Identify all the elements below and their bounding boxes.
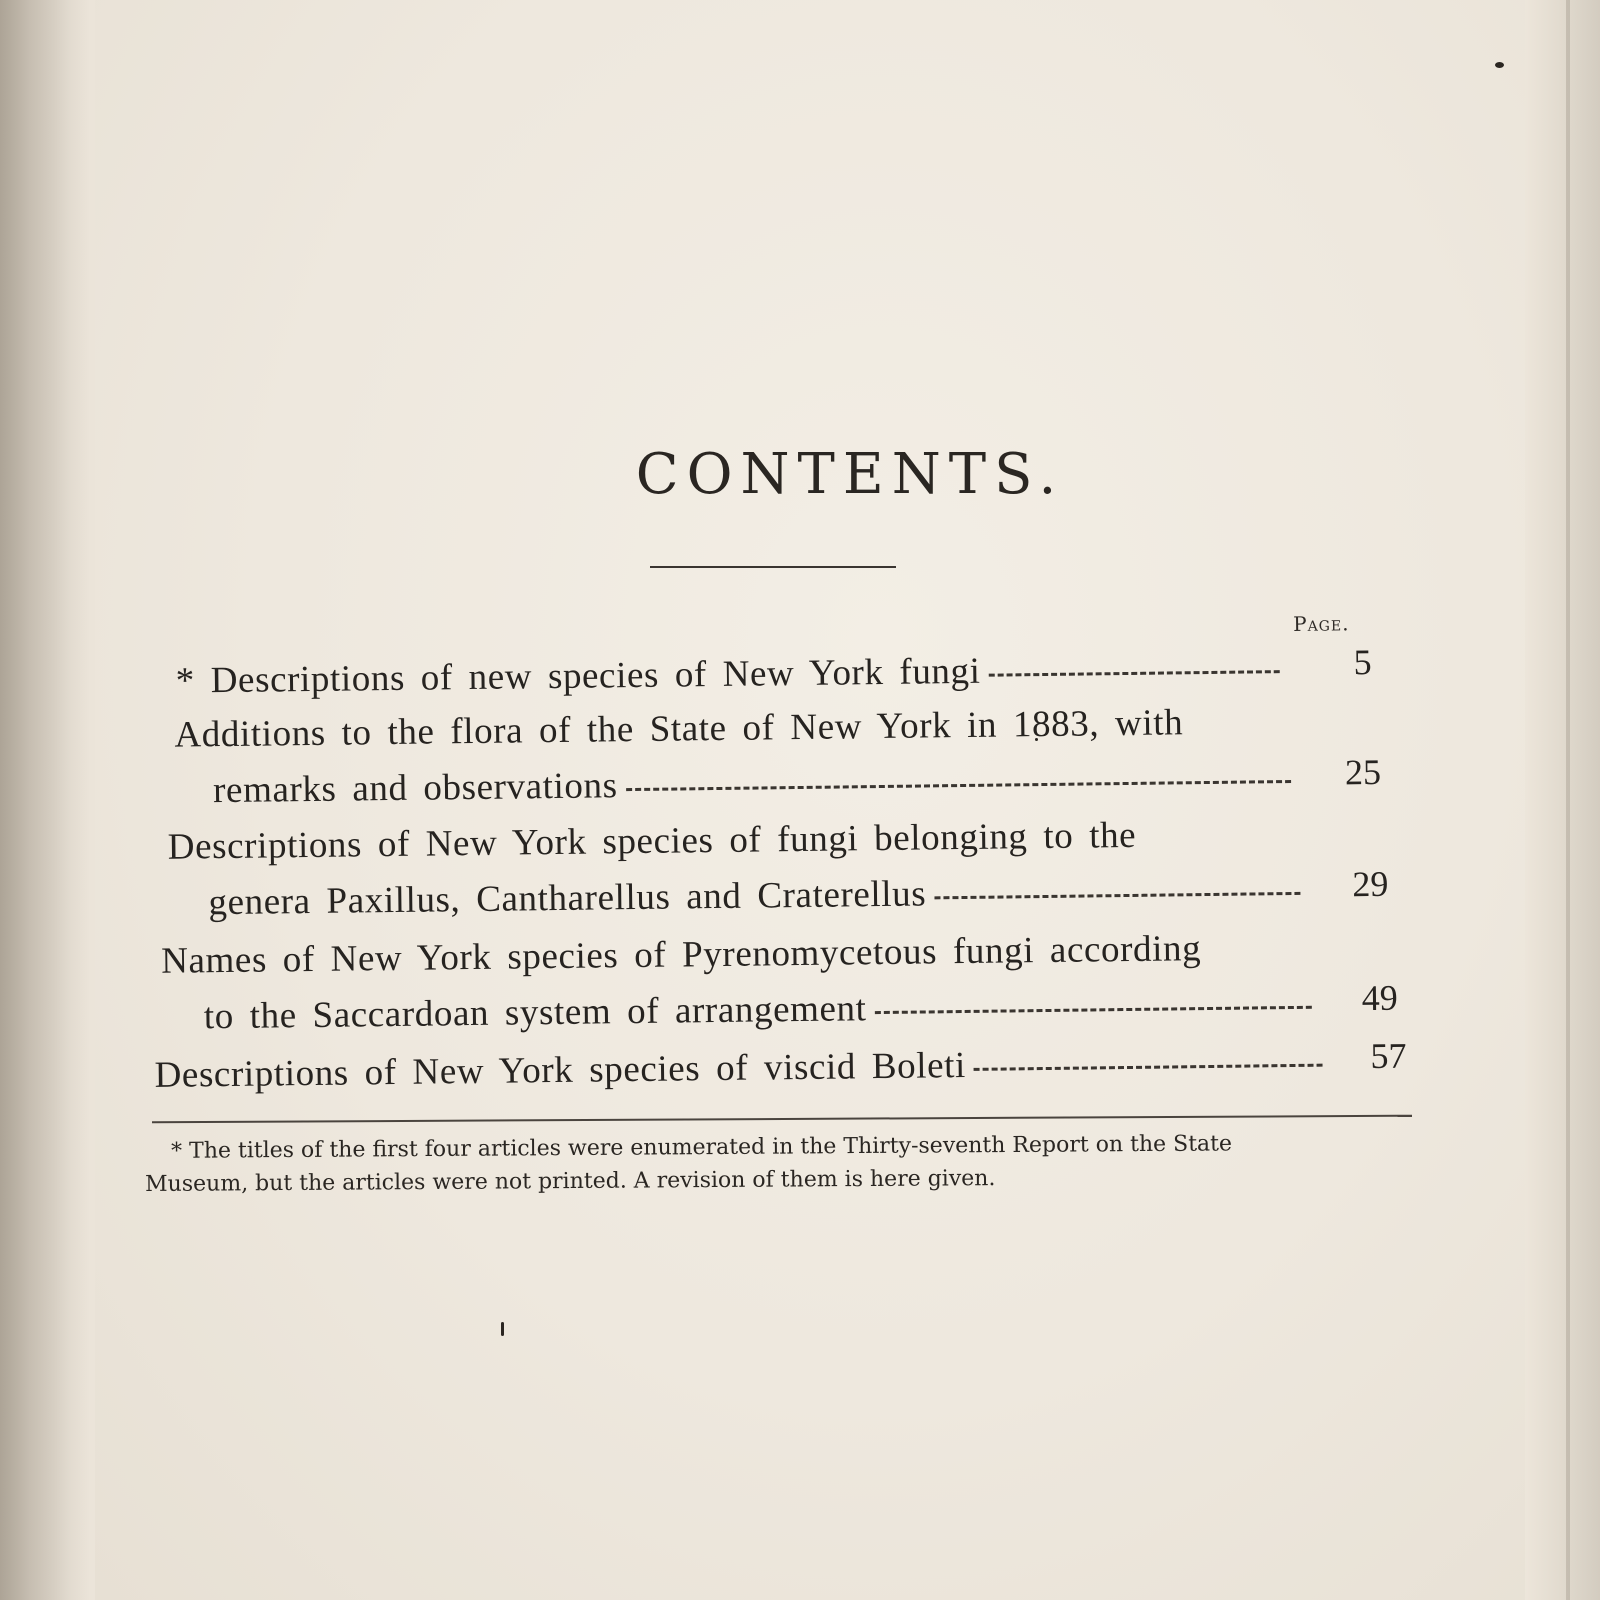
page-column-label: Page. <box>1293 611 1350 636</box>
toc-entry-title: Names of New York species of Pyrenomycetous fungi according <box>160 928 1202 982</box>
toc-entry-title-cont: remarks and observations <box>212 765 618 812</box>
toc-entry-title: Additions to the flora of the State of New York in 1883, with <box>174 702 1184 756</box>
dot-leader <box>934 892 1300 899</box>
toc-entry-page: 57 <box>1370 1035 1407 1077</box>
footnote-line: * The titles of the first four articles were enumerated in the Thirty-seventh Report on the State <box>171 1131 1233 1164</box>
toc-entry-line <box>213 756 1299 812</box>
toc-entry-page: 5 <box>1353 642 1372 683</box>
toc-entry-page: 25 <box>1344 751 1382 793</box>
toc-entry-line <box>154 1040 1330 1097</box>
toc-entry-line <box>161 927 1202 983</box>
dot-leader <box>874 1006 1311 1014</box>
toc-entry-page: 29 <box>1352 863 1389 905</box>
toc-entry-title-cont: to the Saccardoan system of arrangement <box>203 988 867 1038</box>
toc-entry-title-cont: genera Paxillus, Cantharellus and Craterellus <box>208 873 927 924</box>
page-title: CONTENTS. <box>635 442 1065 507</box>
toc-entry-title: Descriptions of New York species of fungi belonging to the <box>167 814 1137 868</box>
toc-entry-line <box>168 814 1137 869</box>
dot-leader <box>626 780 1291 791</box>
toc-entry-line <box>208 868 1308 924</box>
toc-entry-line <box>174 701 1183 756</box>
toc-entry-page: 49 <box>1361 977 1398 1019</box>
toc-entry-title: Descriptions of New York species of viscid Boleti <box>154 1044 967 1096</box>
toc-entry-title: * Descriptions of new species of New York fungi <box>175 650 981 702</box>
toc-entry-line <box>204 982 1320 1039</box>
dot-leader <box>974 1064 1323 1071</box>
toc-entry-line <box>176 646 1288 703</box>
dot-leader <box>989 670 1280 677</box>
footnote-line: Museum, but the articles were not printed. A revision of them is here given. <box>145 1166 996 1197</box>
